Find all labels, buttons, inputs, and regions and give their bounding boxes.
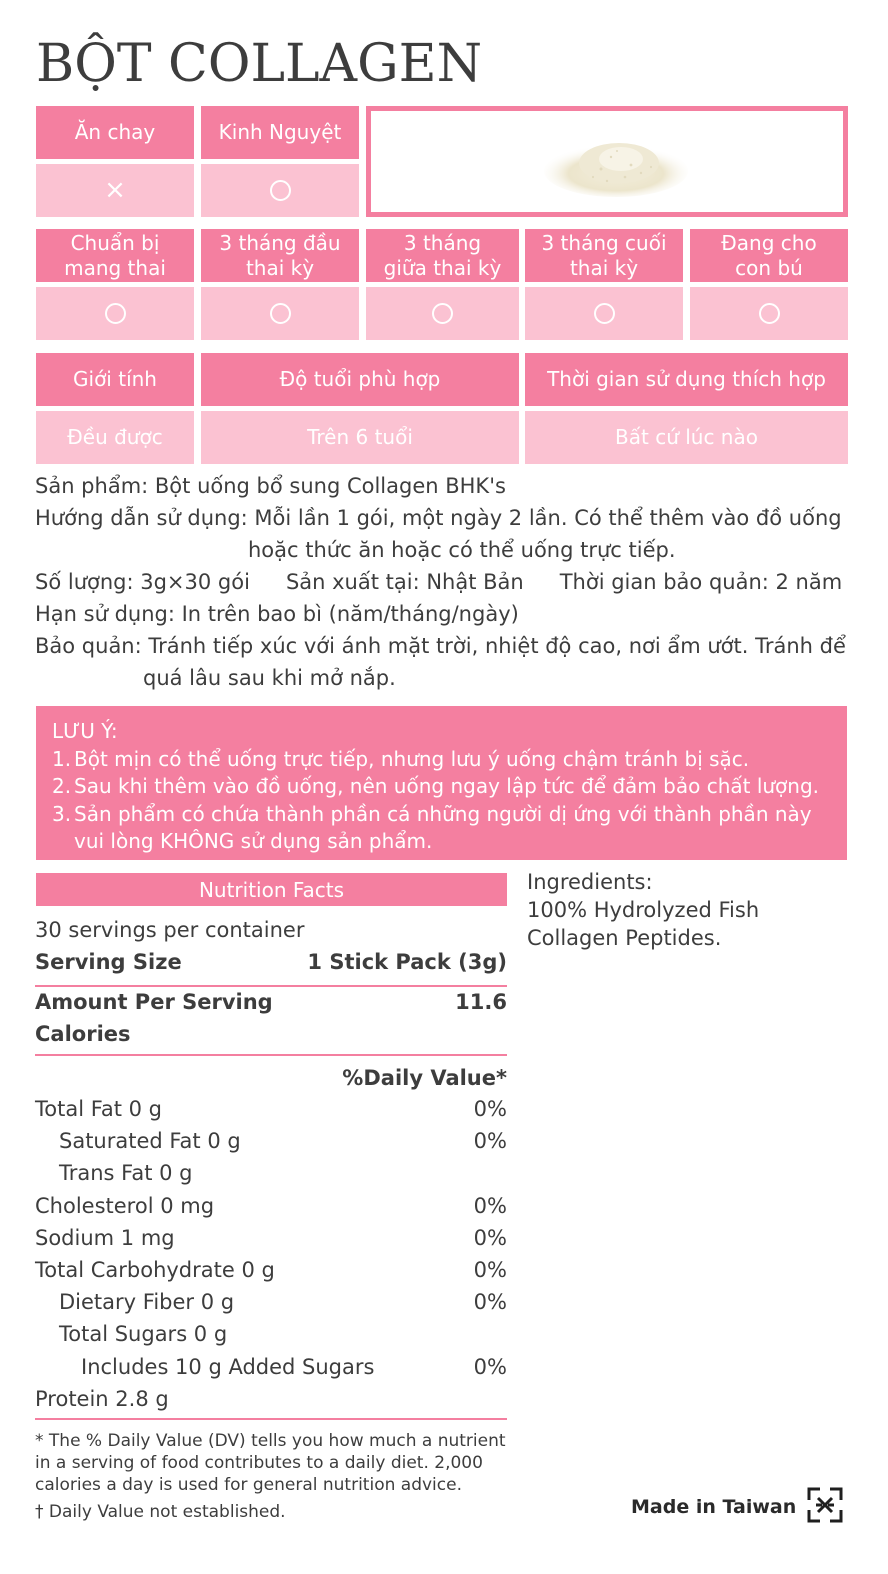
serving-size-row: Serving Size 1 Stick Pack (3g) — [35, 950, 507, 974]
product-info — [35, 470, 855, 694]
header-usage-time: Thời gian sử dụng thích hợp — [525, 353, 848, 406]
storage-cont: quá lâu sau khi mở nắp. — [143, 666, 396, 690]
divider — [35, 1054, 507, 1056]
header-preparing-pregnancy: Chuẩn bị mang thai — [36, 229, 194, 282]
nutrient-row: Saturated Fat 0 g 0% — [59, 1129, 507, 1153]
page-title: BỘT COLLAGEN — [36, 34, 483, 94]
value-first-trimester — [201, 287, 359, 340]
product-name: Sản phẩm: Bột uống bổ sung Collagen BHK's — [35, 474, 506, 498]
product-photo — [366, 106, 848, 217]
expiry: Hạn sử dụng: In trên bao bì (năm/tháng/ngày) — [35, 602, 519, 626]
daily-value-header: %Daily Value* — [342, 1066, 507, 1090]
note-item: 2. Sau khi thêm vào đồ uống, nên uống ngay lập tức để đảm bảo chất lượng. — [52, 774, 820, 798]
cross-mark: × — [104, 175, 126, 205]
recycle-icon — [806, 1486, 844, 1524]
circle-mark-icon — [432, 303, 453, 324]
made-at: Sản xuất tại: Nhật Bản — [285, 570, 524, 594]
usage-instructions: Hướng dẫn sử dụng: Mỗi lần 1 gói, một ngày 2 lần. Có thể thêm vào đồ uống — [35, 506, 842, 530]
usage-instructions-cont: hoặc thức ăn hoặc có thể uống trực tiếp. — [248, 538, 676, 562]
amount-per-serving-row: Amount Per Serving 11.6 — [35, 990, 507, 1014]
header-third-trimester: 3 tháng cuối thai kỳ — [525, 229, 683, 282]
circle-mark-icon — [594, 303, 615, 324]
value-preparing-pregnancy — [36, 287, 194, 340]
nutrient-row: Total Sugars 0 g — [59, 1322, 228, 1346]
header-first-trimester: 3 tháng đầu thai kỳ — [201, 229, 359, 282]
value-third-trimester — [525, 287, 683, 340]
note-item: 1. Bột mịn có thể uống trực tiếp, nhưng lưu ý uống chậm tránh bị sặc. — [52, 746, 750, 771]
nutrient-row: Total Fat 0 g 0% — [35, 1097, 507, 1121]
nutrient-row: Trans Fat 0 g — [59, 1161, 193, 1185]
value-vegetarian — [36, 164, 194, 217]
nutrient-row: Dietary Fiber 0 g 0% — [59, 1290, 507, 1314]
daily-value-footnote: * The % Daily Value (DV) tells you how much a nutrient in a serving of food contributes to a daily diet. 2,000 calories a day is used for general nutrition advice. — [35, 1431, 506, 1495]
value-age: Trên 6 tuổi — [201, 411, 519, 464]
nutrient-row: Total Carbohydrate 0 g 0% — [35, 1258, 507, 1282]
value-usage-time: Bất cứ lúc nào — [525, 411, 848, 464]
nutrient-row: Cholesterol 0 mg 0% — [35, 1194, 507, 1218]
value-breastfeeding — [690, 287, 848, 340]
header-gender: Giới tính — [36, 353, 194, 406]
ingredients-label: Ingredients: — [527, 870, 653, 894]
note-heading: LƯU Ý: — [52, 719, 118, 743]
calories-row: Calories — [35, 1022, 131, 1046]
header-vegetarian: Ăn chay — [36, 106, 194, 159]
servings-per-container: 30 servings per container — [35, 918, 305, 942]
made-in-label: Made in Taiwan — [631, 1496, 797, 1518]
note-item: 3. Sản phẩm có chứa thành phần cá những người dị ứng với thành phần này vui lòng KHÔNG sử dụng sản phẩm. — [52, 801, 812, 853]
circle-mark-icon — [270, 303, 291, 324]
storage: Bảo quản: Tránh tiếp xúc với ánh mặt trời, nhiệt độ cao, nơi ẩm ướt. Tránh để — [35, 634, 846, 658]
divider — [35, 985, 507, 987]
nutrient-row: Protein 2.8 g — [35, 1387, 169, 1411]
value-second-trimester — [366, 287, 519, 340]
ingredients: Ingredients: 100% Hydrolyzed Fish Collagen Peptides. — [527, 868, 847, 952]
nutrient-row: Includes 10 g Added Sugars 0% — [81, 1355, 507, 1379]
divider — [35, 1418, 507, 1420]
header-breastfeeding: Đang cho con bú — [690, 229, 848, 282]
header-menstruation: Kinh Nguyệt — [201, 106, 359, 159]
nutrient-row: Sodium 1 mg 0% — [35, 1226, 507, 1250]
value-gender: Đều được — [36, 411, 194, 464]
collagen-powder-image — [541, 129, 691, 199]
header-second-trimester: 3 tháng giữa thai kỳ — [366, 229, 519, 282]
circle-mark-icon — [759, 303, 780, 324]
warning-note — [36, 706, 847, 860]
header-age: Độ tuổi phù hợp — [201, 353, 519, 406]
dagger-note: † Daily Value not established. — [35, 1502, 286, 1522]
quantity-row — [35, 566, 855, 598]
circle-mark-icon — [270, 180, 291, 201]
shelf-life: Thời gian bảo quản: 2 năm — [559, 570, 843, 594]
quantity: Số lượng: 3g×30 gói — [35, 570, 250, 594]
circle-mark-icon — [105, 303, 126, 324]
value-menstruation — [201, 164, 359, 217]
nutrition-facts-heading: Nutrition Facts — [36, 873, 507, 906]
